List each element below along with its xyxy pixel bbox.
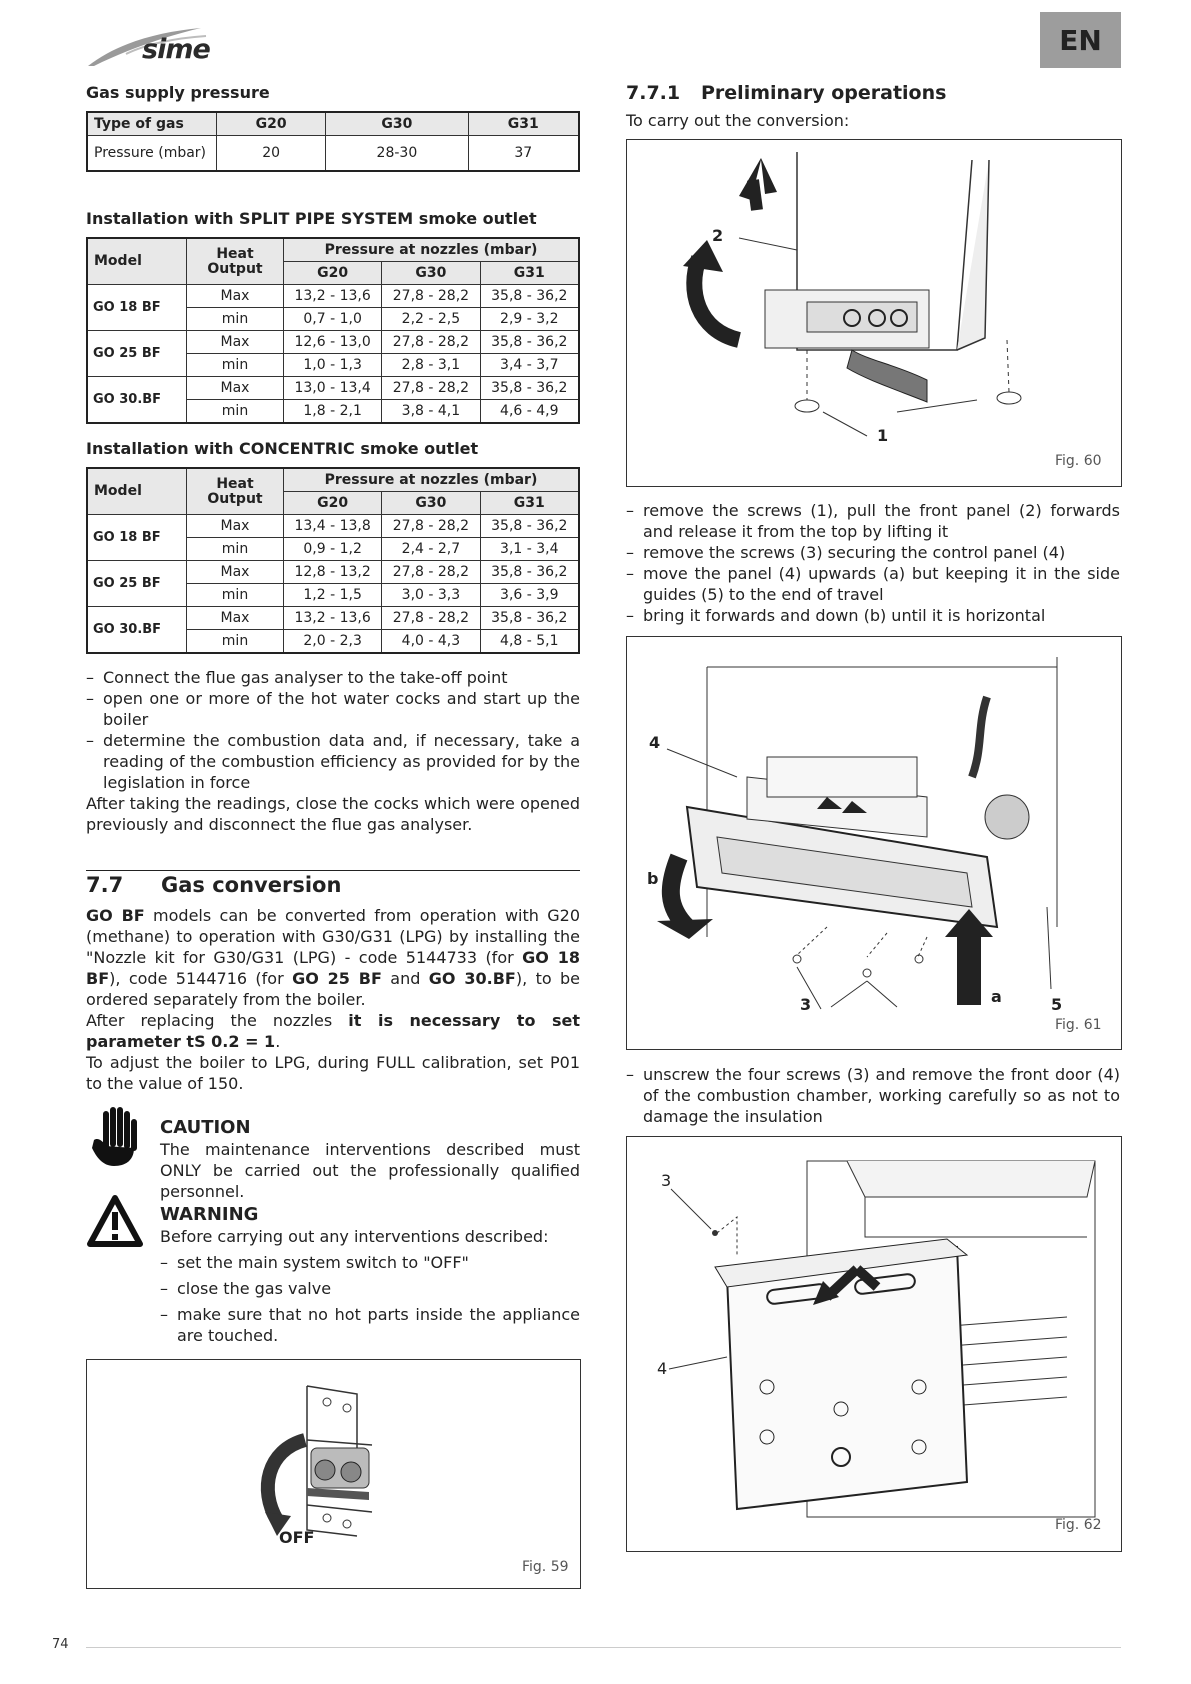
combustion-chamber-illustration	[627, 1137, 1121, 1551]
subsection-number: 7.7.1	[626, 82, 681, 104]
figure-caption: Fig. 62	[1055, 1517, 1102, 1533]
table-cell: 35,8 - 36,2	[480, 331, 579, 354]
table-cell: min	[187, 400, 284, 424]
table-cell: Max	[187, 377, 284, 400]
table-cell: min	[187, 354, 284, 377]
table-cell: Max	[187, 331, 284, 354]
split-pressure-table	[86, 237, 580, 424]
table-cell: 3,1 - 3,4	[480, 538, 579, 561]
caution-title: CAUTION	[160, 1117, 251, 1138]
table-cell: 3,8 - 4,1	[382, 400, 480, 424]
table-cell: 1,0 - 1,3	[284, 354, 382, 377]
table-cell: Max	[187, 607, 284, 630]
table-cell: 28-30	[326, 136, 468, 172]
table-cell: 20	[217, 136, 326, 172]
table-header: Model	[87, 468, 187, 515]
table-cell: 1,8 - 2,1	[284, 400, 382, 424]
table-cell: 4,0 - 4,3	[382, 630, 480, 654]
list-item: – unscrew the four screws (3) and remove the front door (4) of the combustion chamber, working carefully so as not to damage the insulation	[626, 1064, 1120, 1127]
table-cell: 27,8 - 28,2	[382, 561, 480, 584]
list-item: – remove the screws (1), pull the front panel (2) forwards and release it from the top by lifting it	[626, 500, 1120, 542]
gas-supply-table	[86, 111, 580, 172]
table-cell: 35,8 - 36,2	[480, 515, 579, 538]
table-cell: 3,6 - 3,9	[480, 584, 579, 607]
model-cell: GO 30.BF	[87, 377, 187, 424]
caution-text: The maintenance interventions described must ONLY be carried out the professionally qualified personnel.	[160, 1140, 580, 1201]
table-cell: 12,8 - 13,2	[284, 561, 382, 584]
paragraph: GO BF models can be converted from operation with G20 (methane) to operation with G30/G31 (LPG) by installing the "Nozzle kit for G30/G31 (LPG) - code 5144733 (for GO 18 BF), code 5144716 (for GO 25 BF and GO 30.BF), to be ordered separately from the boiler.	[86, 906, 581, 1009]
table-cell: 3,4 - 3,7	[480, 354, 579, 377]
section-title: Gas conversion	[161, 873, 342, 897]
callout-4: 4	[649, 733, 661, 752]
paragraph: To adjust the boiler to LPG, during FULL calibration, set P01 to the value of 150.	[86, 1053, 580, 1093]
table-cell: 4,6 - 4,9	[480, 400, 579, 424]
concentric-pressure-table	[86, 467, 580, 654]
callout-4: 4	[657, 1359, 668, 1378]
callout-3: 3	[661, 1171, 672, 1190]
list-item: – determine the combustion data and, if necessary, take a reading of the combustion efficiency as provided for by the legislation in force	[86, 730, 580, 793]
table-cell: Max	[187, 285, 284, 308]
warning-intro: Before carrying out any interventions described:	[160, 1227, 549, 1246]
caution-hand-icon	[86, 1106, 142, 1168]
table-header: G20	[284, 492, 382, 515]
callout-1: 1	[877, 426, 889, 445]
table-header: G31	[468, 112, 579, 136]
table-cell: 13,2 - 13,6	[284, 285, 382, 308]
table-cell: 2,0 - 2,3	[284, 630, 382, 654]
warning-triangle-icon	[86, 1194, 144, 1248]
table-row	[87, 561, 579, 584]
steps-list-a	[626, 500, 1120, 626]
footer-rule	[86, 1647, 1121, 1648]
figure-60	[626, 139, 1122, 487]
front-panel-illustration	[627, 140, 1121, 486]
split-title: Installation with SPLIT PIPE SYSTEM smoke outlet	[86, 209, 537, 228]
table-cell: 0,7 - 1,0	[284, 308, 382, 331]
table-cell: 13,2 - 13,6	[284, 607, 382, 630]
table-cell: Max	[187, 561, 284, 584]
table-row	[87, 331, 579, 354]
list-item: – Connect the flue gas analyser to the take-off point	[86, 667, 580, 688]
table-cell: 27,8 - 28,2	[382, 331, 480, 354]
table-cell: min	[187, 584, 284, 607]
list-item: – close the gas valve	[160, 1278, 580, 1299]
table-cell: 35,8 - 36,2	[480, 561, 579, 584]
language-badge: EN	[1040, 12, 1121, 68]
callout-5: 5	[1051, 995, 1063, 1014]
concentric-title: Installation with CONCENTRIC smoke outlet	[86, 439, 479, 458]
figure-62	[626, 1136, 1122, 1552]
figure-59	[86, 1359, 581, 1589]
sime-logo	[86, 22, 236, 68]
page-number: 74	[52, 1637, 69, 1652]
callout-b: b	[647, 869, 659, 888]
table-cell: 4,8 - 5,1	[480, 630, 579, 654]
model-cell: GO 25 BF	[87, 331, 187, 377]
table-row	[87, 607, 579, 630]
table-cell: 35,8 - 36,2	[480, 377, 579, 400]
table-cell: 27,8 - 28,2	[382, 285, 480, 308]
table-cell: 27,8 - 28,2	[382, 515, 480, 538]
table-cell: 3,0 - 3,3	[382, 584, 480, 607]
list-item: – set the main system switch to "OFF"	[160, 1252, 580, 1273]
table-header: Model	[87, 238, 187, 285]
table-cell: 2,9 - 3,2	[480, 308, 579, 331]
list-item: – move the panel (4) upwards (a) but keeping it in the side guides (5) to the end of travel	[626, 563, 1120, 605]
model-cell: GO 30.BF	[87, 607, 187, 654]
subsection-intro: To carry out the conversion:	[626, 111, 850, 130]
callout-2: 2	[712, 226, 724, 245]
figure-caption: Fig. 60	[1055, 453, 1102, 469]
table-header: Pressure at nozzles (mbar)	[284, 468, 580, 492]
table-header: G31	[480, 492, 579, 515]
warning-title: WARNING	[160, 1204, 259, 1225]
model-cell: GO 18 BF	[87, 285, 187, 331]
table-header: G20	[217, 112, 326, 136]
list-item: – make sure that no hot parts inside the appliance are touched.	[160, 1304, 580, 1346]
list-item: – open one or more of the hot water cocks and start up the boiler	[86, 688, 580, 730]
warning-text	[160, 1226, 580, 1346]
steps-list-b	[626, 1064, 1120, 1127]
table-header: G20	[284, 262, 382, 285]
table-cell: min	[187, 630, 284, 654]
callout-3: 3	[800, 995, 812, 1014]
gas-supply-title: Gas supply pressure	[86, 83, 270, 102]
subsection-title: Preliminary operations	[701, 82, 947, 104]
table-header: Pressure at nozzles (mbar)	[284, 238, 580, 262]
table-cell: 37	[468, 136, 579, 172]
table-cell: 1,2 - 1,5	[284, 584, 382, 607]
table-header: Heat Output	[187, 468, 284, 515]
list-item: – remove the screws (3) securing the control panel (4)	[626, 542, 1120, 563]
table-cell: 27,8 - 28,2	[382, 607, 480, 630]
table-header: G30	[382, 492, 480, 515]
table-cell: 27,8 - 28,2	[382, 377, 480, 400]
table-header: Heat Output	[187, 238, 284, 285]
table-cell: 0,9 - 1,2	[284, 538, 382, 561]
paragraph: After replacing the nozzles it is necessary to set parameter tS 0.2 = 1.	[86, 1011, 580, 1051]
callout-a: a	[991, 987, 1002, 1006]
table-cell: 35,8 - 36,2	[480, 607, 579, 630]
model-cell: GO 25 BF	[87, 561, 187, 607]
off-label: OFF	[279, 1528, 315, 1547]
table-cell: min	[187, 538, 284, 561]
table-cell: 13,0 - 13,4	[284, 377, 382, 400]
table-cell: 13,4 - 13,8	[284, 515, 382, 538]
table-row	[87, 285, 579, 308]
table-header: G30	[382, 262, 480, 285]
table-row	[87, 515, 579, 538]
table-header: G30	[326, 112, 468, 136]
table-cell: 35,8 - 36,2	[480, 285, 579, 308]
table-header: Type of gas	[87, 112, 217, 136]
table-cell: min	[187, 308, 284, 331]
figure-caption: Fig. 59	[522, 1559, 569, 1575]
analyser-after-text: After taking the readings, close the cocks which were opened previously and disconnect the flue gas analyser.	[86, 794, 580, 834]
table-cell: 12,6 - 13,0	[284, 331, 382, 354]
section-number: 7.7	[86, 873, 124, 897]
figure-61	[626, 636, 1122, 1050]
table-cell: Pressure (mbar)	[87, 136, 217, 172]
table-cell: 2,4 - 2,7	[382, 538, 480, 561]
section-rule	[86, 870, 580, 871]
table-cell: 2,8 - 3,1	[382, 354, 480, 377]
switch-illustration	[247, 1380, 427, 1540]
table-cell: Max	[187, 515, 284, 538]
list-item: – bring it forwards and down (b) until it is horizontal	[626, 605, 1120, 626]
analyser-steps	[86, 667, 580, 835]
table-cell: 2,2 - 2,5	[382, 308, 480, 331]
figure-caption: Fig. 61	[1055, 1017, 1102, 1033]
table-row	[87, 377, 579, 400]
model-cell: GO 18 BF	[87, 515, 187, 561]
gas-conversion-text	[86, 905, 580, 1094]
table-header: G31	[480, 262, 579, 285]
control-panel-illustration	[627, 637, 1121, 1049]
brand-name: sime	[142, 34, 210, 65]
